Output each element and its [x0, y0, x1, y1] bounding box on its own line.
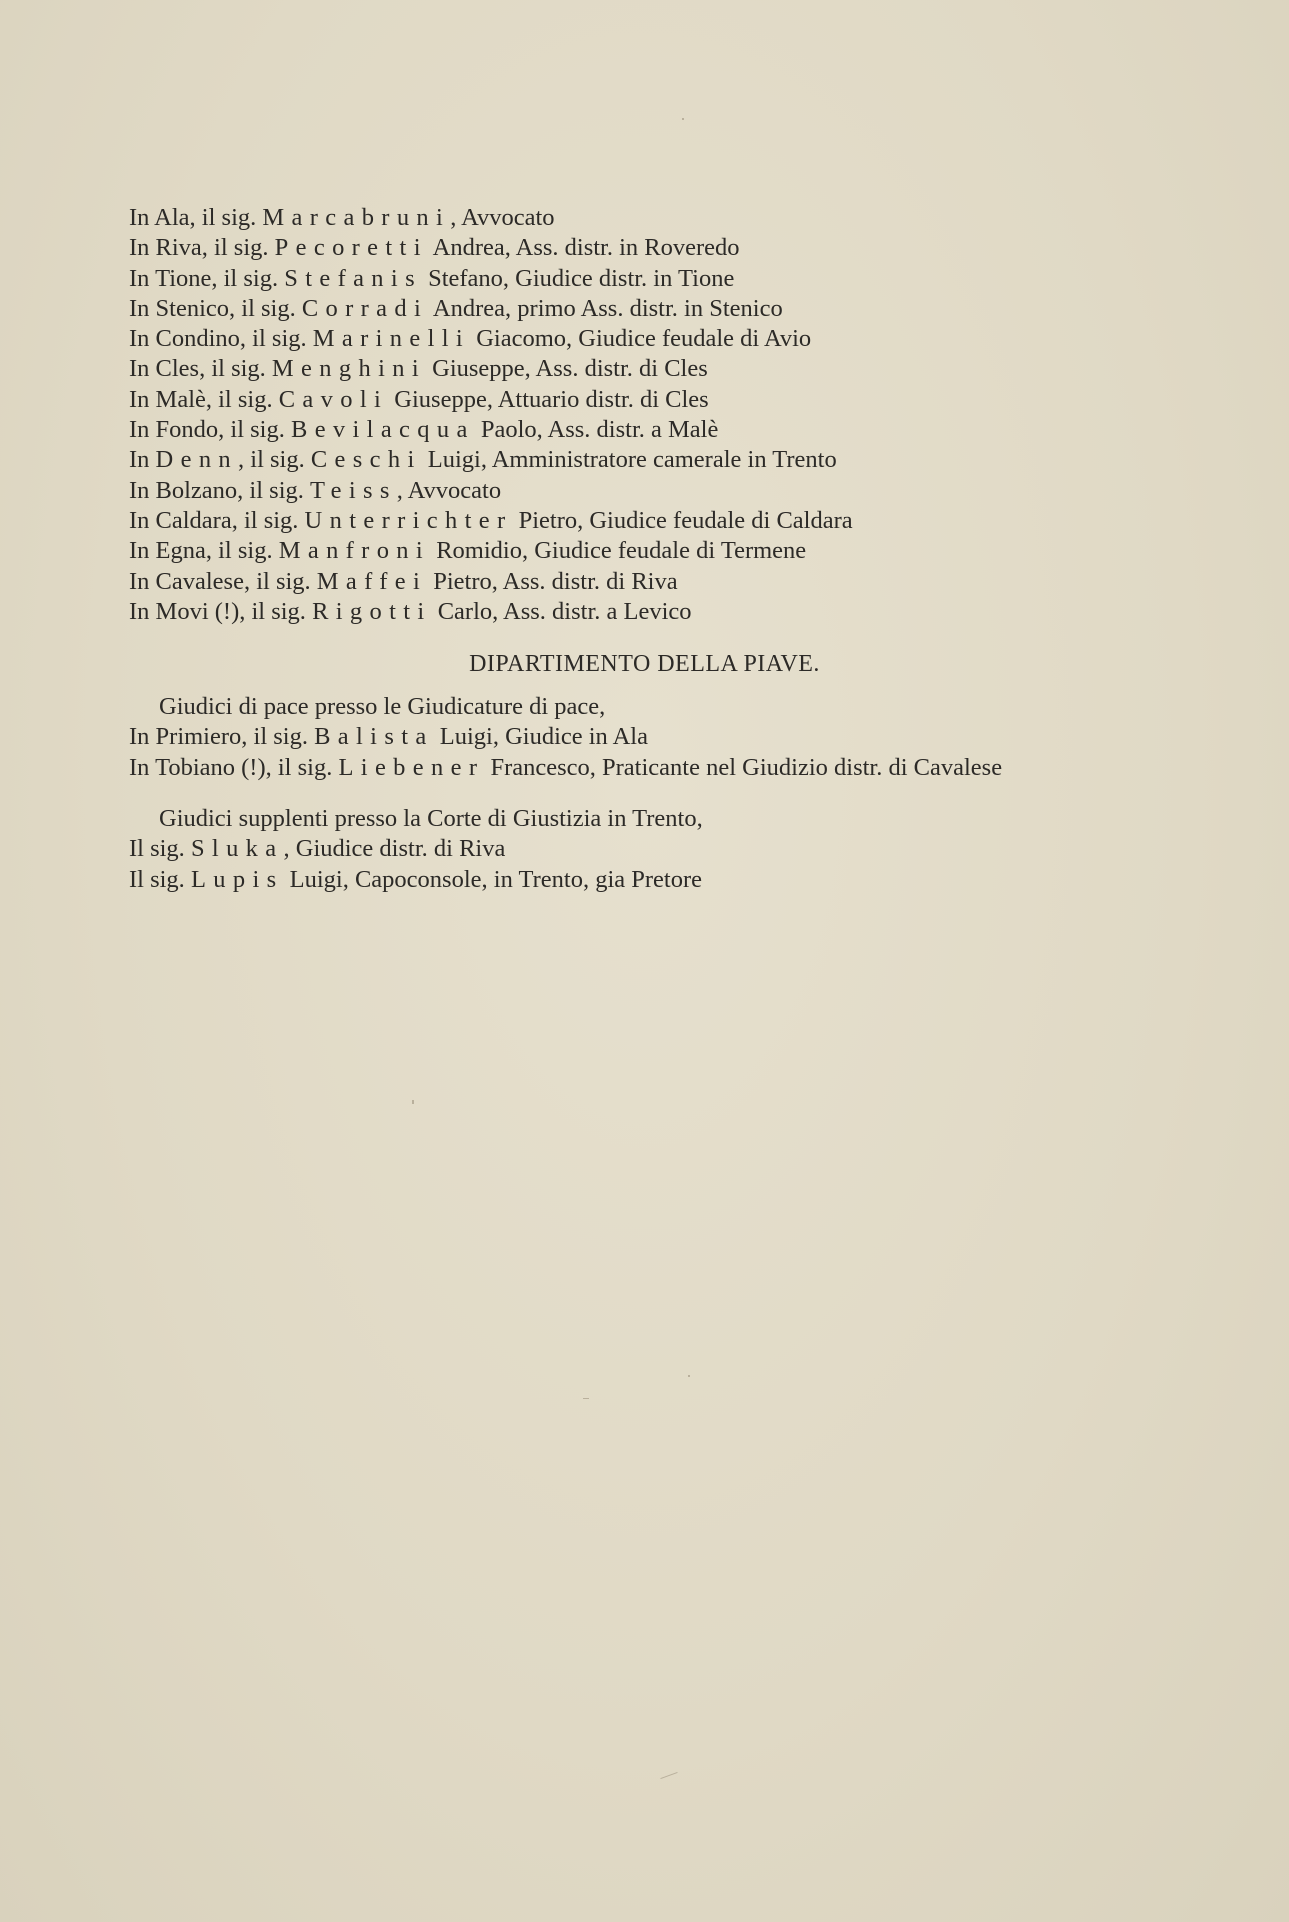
- list-line: In Tobiano (!), il sig. Liebener Francesco, Praticante nel Giudizio distr. di Cavalese: [129, 753, 1003, 781]
- section-heading: DIPARTIMENTO DELLA PIAVE.: [469, 651, 820, 677]
- giudici-supplenti-section: [129, 804, 703, 895]
- list-line: In Cles, il sig. Menghini Giuseppe, Ass. distr. di Cles: [129, 355, 708, 383]
- paper-speck: [583, 1398, 589, 1399]
- list-line: In Egna, il sig. Manfroni Romidio, Giudice feudale di Termene: [129, 537, 807, 565]
- list-line: In Stenico, il sig. Corradi Andrea, primo Ass. distr. in Stenico: [129, 294, 783, 322]
- appointment-list-trentino: [129, 203, 853, 627]
- list-line: Il sig. Lupis Luigi, Capoconsole, in Trento, gia Pretore: [129, 865, 702, 893]
- list-line: In Bolzano, il sig. Teiss, Avvocato: [129, 476, 502, 504]
- list-line: In Malè, il sig. Cavoli Giuseppe, Attuario distr. di Cles: [129, 385, 709, 413]
- paper-speck: [412, 1100, 414, 1104]
- list-line: In Denn, il sig. Ceschi Luigi, Amministratore camerale in Trento: [129, 446, 837, 474]
- list-line: In Primiero, il sig. Balista Luigi, Giudice in Ala: [129, 723, 648, 751]
- paper-speck: [682, 118, 684, 120]
- section-intro: Giudici di pace presso le Giudicature di pace,: [159, 693, 606, 720]
- paper-speck: [688, 1375, 690, 1377]
- list-line: In Tione, il sig. Stefanis Stefano, Giudice distr. in Tione: [129, 264, 735, 292]
- list-line: In Cavalese, il sig. Maffei Pietro, Ass. distr. di Riva: [129, 567, 678, 595]
- list-line: Il sig. Sluka, Giudice distr. di Riva: [129, 835, 506, 863]
- list-line: In Caldara, il sig. Unterrichter Pietro, Giudice feudale di Caldara: [129, 506, 853, 534]
- list-line: In Riva, il sig. Pecoretti Andrea, Ass. distr. in Roveredo: [129, 234, 740, 262]
- section-intro: Giudici supplenti presso la Corte di Giustizia in Trento,: [159, 805, 703, 832]
- list-line: In Condino, il sig. Marinelli Giacomo, Giudice feudale di Avio: [129, 325, 812, 353]
- paper-speck: [660, 1772, 677, 1779]
- list-line: In Fondo, il sig. Bevilacqua Paolo, Ass. distr. a Malè: [129, 416, 719, 444]
- list-line: In Ala, il sig. Marcabruni, Avvocato: [129, 204, 555, 231]
- list-line: In Movi (!), il sig. Rigotti Carlo, Ass. distr. a Levico: [129, 597, 692, 625]
- giudici-di-pace-section: [129, 692, 1002, 783]
